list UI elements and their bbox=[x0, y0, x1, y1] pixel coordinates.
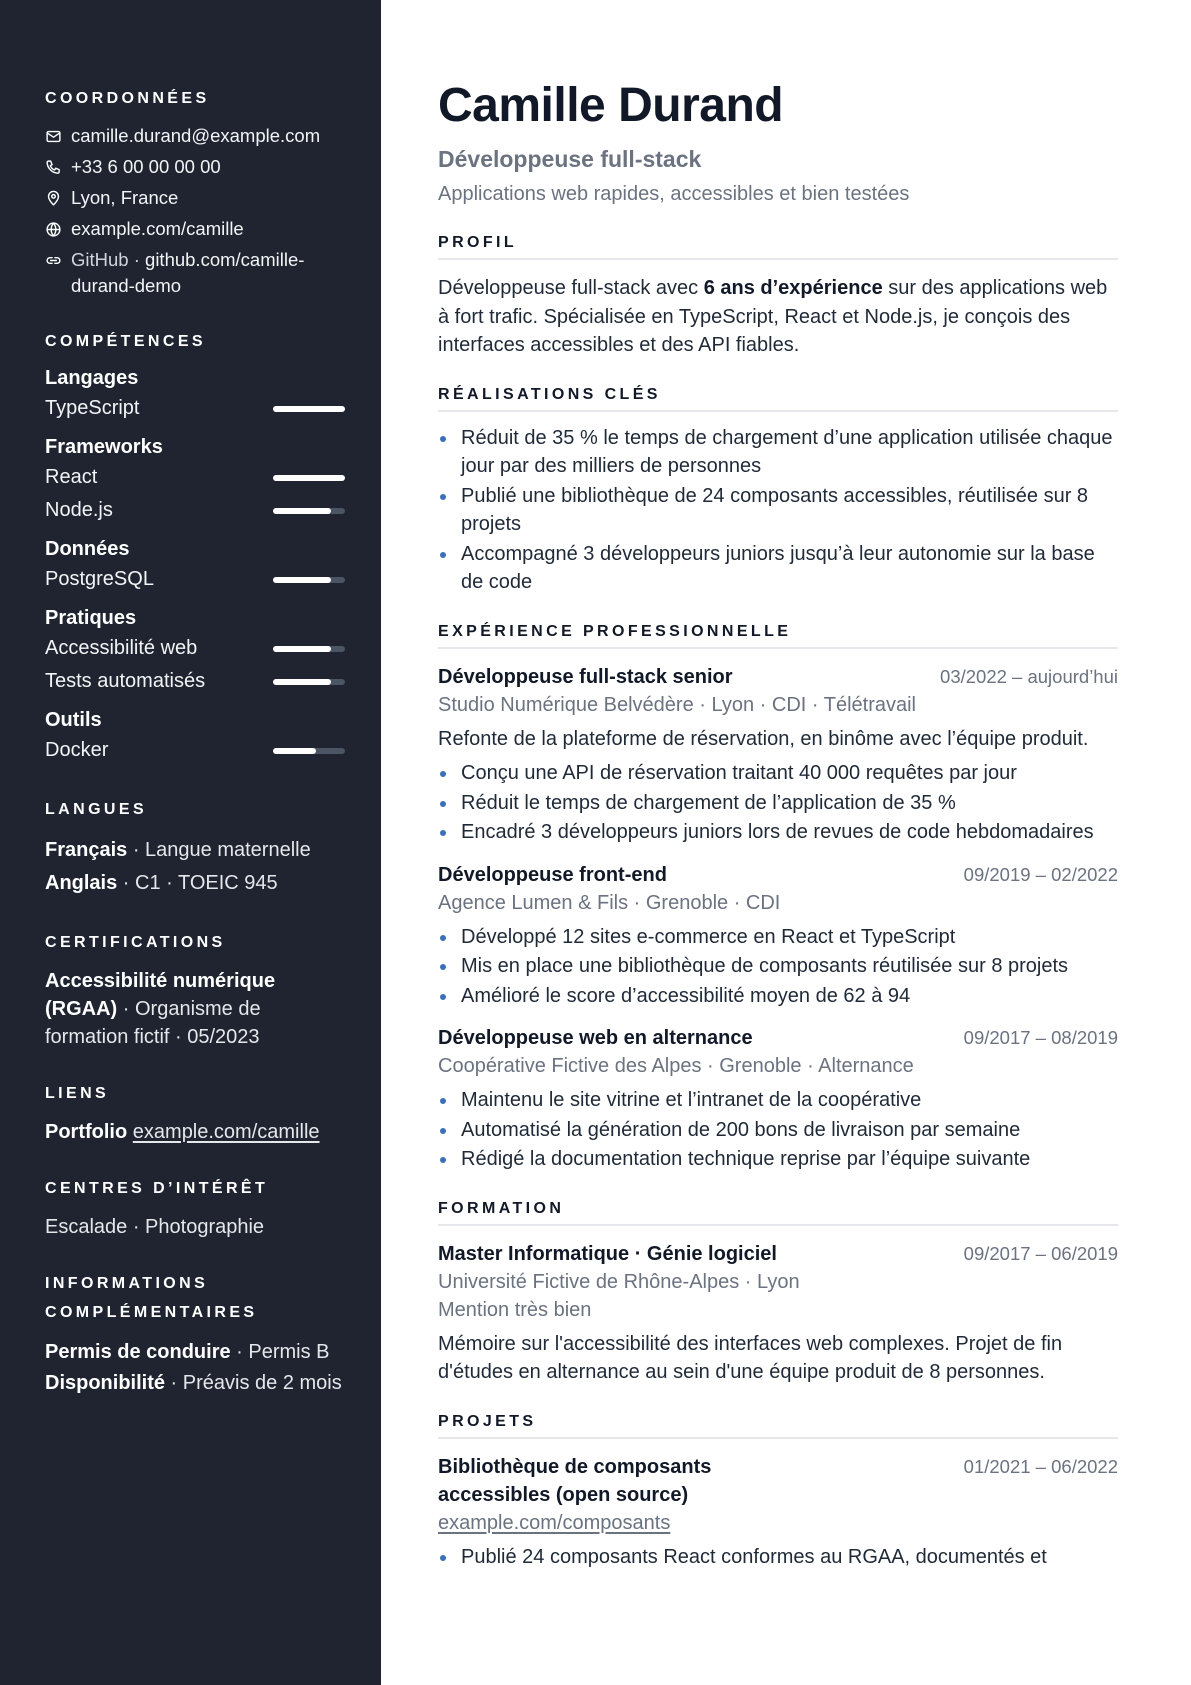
skill-level-bar bbox=[273, 475, 345, 481]
skill-group bbox=[45, 433, 345, 527]
project-dates: 01/2021 – 06/2022 bbox=[963, 1455, 1118, 1477]
language-detail: · C1 · TOEIC 945 bbox=[117, 872, 278, 894]
job-bullet: Automatisé la génération de 200 bons de livraison par semaine bbox=[438, 1116, 1118, 1145]
links-section bbox=[45, 1079, 345, 1146]
link-icon bbox=[45, 247, 71, 273]
skill-level-fill bbox=[273, 646, 331, 652]
job-company: Coopérative Fictive des Alpes · Grenoble · Alternance bbox=[438, 1055, 914, 1077]
skill-row bbox=[45, 632, 345, 665]
extra-info-heading: INFORMATIONS COMPLÉMENTAIRES bbox=[45, 1275, 258, 1321]
job-entry bbox=[438, 663, 1118, 847]
portfolio-label: Portfolio bbox=[45, 1121, 128, 1143]
job-bullet: Amélioré le score d’accessibilité moyen de 62 à 94 bbox=[438, 982, 1118, 1011]
certifications-section bbox=[45, 928, 345, 1051]
contact-phone-text: +33 6 00 00 00 00 bbox=[71, 156, 221, 177]
interests-section bbox=[45, 1174, 345, 1241]
job-bullet: Rédigé la documentation technique reprise par l’équipe suivante bbox=[438, 1145, 1118, 1174]
skill-name: Node.js bbox=[45, 499, 113, 521]
profile-heading: PROFIL bbox=[438, 234, 1118, 260]
project-bullets bbox=[438, 1543, 1118, 1572]
skill-group-title: Outils bbox=[45, 709, 102, 731]
contact-list bbox=[45, 123, 345, 299]
job-company: Agence Lumen & Fils · Grenoble · CDI bbox=[438, 891, 781, 914]
job-dates: 09/2019 – 02/2022 bbox=[963, 863, 1118, 885]
skill-level-bar bbox=[273, 679, 345, 685]
job-header bbox=[438, 861, 1118, 889]
extra-info-detail: · Préavis de 2 mois bbox=[165, 1372, 342, 1394]
skill-level-fill bbox=[273, 679, 331, 685]
job-entry bbox=[438, 861, 1118, 1011]
extra-info-label: Disponibilité bbox=[45, 1372, 165, 1394]
extra-info-section bbox=[45, 1269, 345, 1399]
sidebar bbox=[0, 0, 381, 1685]
skill-level-fill bbox=[273, 406, 345, 412]
achievements-heading: RÉALISATIONS CLÉS bbox=[438, 386, 1118, 412]
candidate-name: Camille Durand bbox=[438, 79, 784, 132]
job-title: Développeuse full-stack senior bbox=[438, 665, 733, 688]
github-url: github.com/camille-durand-demo bbox=[71, 249, 305, 296]
profile-text-end: sur des applications web à fort trafic. Spécialisée en TypeScript, React et Node.js, je conçois des interfaces accessibles et des API fiables. bbox=[438, 277, 1108, 356]
experience-heading: EXPÉRIENCE PROFESSIONNELLE bbox=[438, 623, 1118, 649]
skills-groups bbox=[45, 364, 345, 767]
language-name: Anglais bbox=[45, 872, 118, 894]
links-heading: LIENS bbox=[45, 1085, 110, 1102]
candidate-tagline: Applications web rapides, accessibles et bien testées bbox=[438, 183, 910, 205]
job-bullet: Réduit le temps de chargement de l’application de 35 % bbox=[438, 789, 1118, 818]
job-header bbox=[438, 1024, 1118, 1052]
extra-info-item bbox=[45, 1337, 345, 1368]
contact-location-text: Lyon, France bbox=[71, 187, 179, 208]
education-entry bbox=[438, 1240, 1118, 1387]
map-pin-icon bbox=[45, 185, 71, 211]
language-detail: · Langue maternelle bbox=[127, 839, 311, 861]
skill-row bbox=[45, 494, 345, 527]
skill-level-bar bbox=[273, 646, 345, 652]
projects-heading: PROJETS bbox=[438, 1413, 1118, 1439]
profile-text-start: Développeuse full-stack avec bbox=[438, 277, 704, 299]
contact-email[interactable] bbox=[45, 123, 345, 149]
skill-row bbox=[45, 734, 345, 767]
profile-text bbox=[438, 274, 1118, 360]
extra-info-list bbox=[45, 1337, 345, 1399]
job-bullet: Mis en place une bibliothèque de composants réutilisée sur 8 projets bbox=[438, 952, 1118, 981]
degree-mention: Mention très bien bbox=[438, 1298, 592, 1321]
globe-icon bbox=[45, 216, 71, 242]
skill-level-fill bbox=[273, 748, 316, 754]
education-section bbox=[438, 1200, 1118, 1387]
skill-level-bar bbox=[273, 406, 345, 412]
contact-email-text: camille.durand@example.com bbox=[71, 125, 321, 146]
job-bullets bbox=[438, 759, 1118, 847]
job-bullets bbox=[438, 923, 1118, 1011]
skill-level-fill bbox=[273, 577, 331, 583]
phone-icon bbox=[45, 154, 71, 180]
achievement-item: Publié une bibliothèque de 24 composants accessibles, réutilisée sur 8 projets bbox=[438, 482, 1118, 539]
skill-name: PostgreSQL bbox=[45, 568, 154, 590]
achievements-section bbox=[438, 386, 1118, 597]
contact-github-text bbox=[71, 247, 345, 299]
job-entry bbox=[438, 1024, 1118, 1174]
language-item bbox=[45, 834, 345, 867]
mail-icon bbox=[45, 123, 71, 149]
language-item bbox=[45, 867, 345, 900]
job-bullet: Encadré 3 développeurs juniors lors de revues de code hebdomadaires bbox=[438, 818, 1118, 847]
skill-level-bar bbox=[273, 577, 345, 583]
job-bullet: Développé 12 sites e-commerce en React et TypeScript bbox=[438, 923, 1118, 952]
job-bullets bbox=[438, 1086, 1118, 1174]
github-separator: · bbox=[128, 249, 146, 270]
contact-section bbox=[45, 84, 345, 299]
school-name: Université Fictive de Rhône-Alpes · Lyon bbox=[438, 1270, 800, 1293]
experience-section bbox=[438, 623, 1118, 1174]
contact-location bbox=[45, 185, 345, 211]
interests-text: Escalade · Photographie bbox=[45, 1216, 265, 1238]
skill-level-fill bbox=[273, 508, 331, 514]
skill-group-title: Données bbox=[45, 538, 130, 560]
project-entry bbox=[438, 1453, 1118, 1572]
job-description: Refonte de la plateforme de réservation, en binôme avec l’équipe produit. bbox=[438, 727, 1089, 750]
skill-name: React bbox=[45, 466, 98, 488]
education-header bbox=[438, 1240, 1118, 1268]
skill-name: Tests automatisés bbox=[45, 670, 206, 692]
achievement-item: Réduit de 35 % le temps de chargement d’une application utilisée chaque jour par des milliers de personnes bbox=[438, 424, 1118, 481]
skill-row bbox=[45, 392, 345, 425]
achievement-item: Accompagné 3 développeurs juniors jusqu’à leur autonomie sur la base de code bbox=[438, 540, 1118, 597]
skill-level-bar bbox=[273, 748, 345, 754]
extra-info-item bbox=[45, 1368, 345, 1399]
job-bullet: Conçu une API de réservation traitant 40 000 requêtes par jour bbox=[438, 759, 1118, 788]
job-title: Développeuse web en alternance bbox=[438, 1027, 753, 1049]
project-title: Bibliothèque de composants accessibles (open source) bbox=[438, 1455, 712, 1506]
skill-level-bar bbox=[273, 508, 345, 514]
profile-highlight: 6 ans d’expérience bbox=[703, 277, 883, 299]
job-title: Développeuse front-end bbox=[438, 863, 667, 886]
portfolio-link-row bbox=[45, 1118, 345, 1146]
certification-name: Accessibilité numérique (RGAA) bbox=[45, 970, 276, 1020]
skills-section bbox=[45, 327, 345, 767]
job-dates: 09/2017 – 08/2019 bbox=[963, 1027, 1118, 1048]
extra-info-detail: · Permis B bbox=[230, 1341, 330, 1363]
education-description: Mémoire sur l'accessibilité des interfaces web complexes. Projet de fin d'études en alternance au sein d'une équipe produit de 8 personnes. bbox=[438, 1332, 1063, 1383]
achievements-list bbox=[438, 424, 1118, 597]
contact-heading: COORDONNÉES bbox=[45, 90, 210, 107]
degree-title: Master Informatique · Génie logiciel bbox=[438, 1242, 777, 1265]
skill-group bbox=[45, 706, 345, 767]
skill-group-title: Frameworks bbox=[45, 436, 163, 458]
contact-website-text: example.com/camille bbox=[71, 218, 244, 239]
skill-level-fill bbox=[273, 475, 345, 481]
certification-detail: · Organisme de formation fictif · 05/2023 bbox=[45, 998, 261, 1048]
job-bullet: Maintenu le site vitrine et l’intranet de la coopérative bbox=[438, 1086, 1118, 1115]
certification-item bbox=[45, 967, 345, 1051]
job-company: Studio Numérique Belvédère · Lyon · CDI · Télétravail bbox=[438, 693, 916, 716]
interests-heading: CENTRES D’INTÉRÊT bbox=[45, 1180, 269, 1197]
contact-website[interactable] bbox=[45, 216, 345, 242]
skill-group bbox=[45, 364, 345, 425]
skill-name: Accessibilité web bbox=[45, 637, 198, 659]
skill-row bbox=[45, 563, 345, 596]
contact-github[interactable] bbox=[45, 247, 345, 299]
projects-section bbox=[438, 1413, 1118, 1572]
education-heading: FORMATION bbox=[438, 1200, 1118, 1226]
main-content bbox=[438, 0, 1118, 1572]
skill-group bbox=[45, 604, 345, 698]
job-dates: 03/2022 – aujourd’hui bbox=[940, 665, 1118, 687]
profile-section bbox=[438, 234, 1118, 360]
skill-group bbox=[45, 535, 345, 596]
certifications-heading: CERTIFICATIONS bbox=[45, 934, 226, 951]
language-name: Français bbox=[45, 839, 128, 861]
languages-list bbox=[45, 834, 345, 900]
skill-row bbox=[45, 665, 345, 698]
languages-heading: LANGUES bbox=[45, 801, 148, 818]
job-header bbox=[438, 663, 1118, 691]
skill-name: TypeScript bbox=[45, 397, 140, 419]
portfolio-link[interactable]: example.com/camille bbox=[132, 1121, 320, 1143]
project-bullet: Publié 24 composants React conformes au RGAA, documentés et bbox=[438, 1543, 1118, 1572]
skill-group-title: Pratiques bbox=[45, 607, 137, 629]
extra-info-label: Permis de conduire bbox=[45, 1341, 231, 1363]
skills-heading: COMPÉTENCES bbox=[45, 333, 206, 350]
languages-section bbox=[45, 795, 345, 900]
project-header bbox=[438, 1453, 1118, 1509]
contact-phone[interactable] bbox=[45, 154, 345, 180]
github-label: GitHub bbox=[71, 249, 129, 270]
skill-name: Docker bbox=[45, 739, 109, 761]
candidate-role: Développeuse full-stack bbox=[438, 146, 702, 172]
project-link[interactable]: example.com/composants bbox=[438, 1511, 671, 1534]
skill-row bbox=[45, 461, 345, 494]
education-dates: 09/2017 – 06/2019 bbox=[963, 1242, 1118, 1264]
skill-group-title: Langages bbox=[45, 367, 139, 389]
